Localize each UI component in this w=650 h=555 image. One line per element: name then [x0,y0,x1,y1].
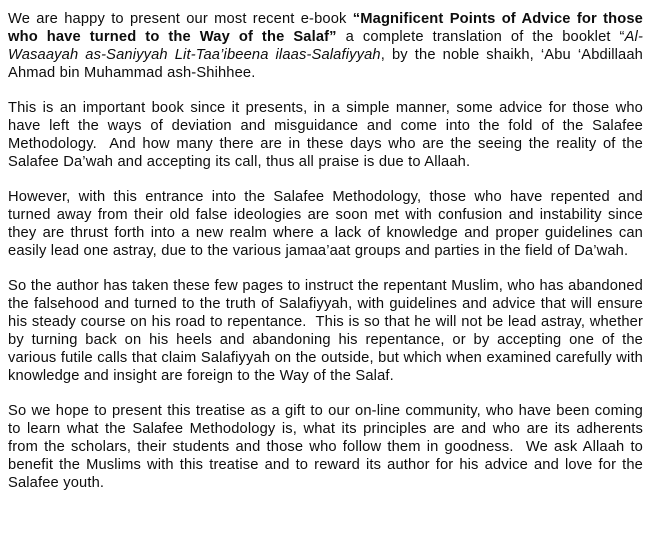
ebook-title-bold: “Magnificent Points of Advice for those who have turned to the Way of the Salaf” [8,11,648,45]
text-run: , by the noble shaikh, ‘Abu ‘Abdillaah Ahmad bin Muhammad ash-Shihhee. [8,47,647,81]
text-run: This is an important book since it presents, in a simple manner, some advice for those who have left the ways of deviation and misguidance and come into the fold of the Salafee Methodology. And how many there are in these days who are the seeing the reality of the Salafee Da’wah and accepting its call, thus all praise is due to Allaah. [8,100,648,170]
paragraph-importance-of-book [8,99,648,171]
paragraph-closing-hope-and-dua [8,402,648,492]
paragraph-author-purpose [8,277,648,385]
booklet-title-italic: Al-Wasaayah as-Saniyyah Lit-Taa’ibeena ilaas-Salafiyyah [8,29,643,63]
text-run: So we hope to present this treatise as a gift to our on-line community, who have been coming to learn what the Salafee Methodology is, what its principles are and who are its adherents from the scholars, their students and those who follow them in goodness. We ask Allaah to benefit the Muslims with this treatise and to reward its author for his advice and love for the Salafee youth. [8,403,648,491]
paragraph-intro-ebook-announcement [8,10,648,82]
text-run: However, with this entrance into the Salafee Methodology, those who have repented and turned away from their old false ideologies are soon met with confusion and instability since they are thrust forth into a new realm where a lack of knowledge and proper guidelines can easily lead one astray, due to the various jamaa’aat groups and parties in the field of Da’wah. [8,189,648,259]
document-text-body [8,10,648,492]
text-run: So the author has taken these few pages to instruct the repentant Muslim, who has abandoned the falsehood and turned to the truth of Salafiyyah, with guidelines and advice that will ensure his steady course on his road to repentance. This is so that he will not be lead astray, whether by turning back on his heels and abandoning his repentance, or by accepting one of the various futile calls that claim Salafiyyah on the outside, but which when examined carefully with knowledge and insight are foreign to the Way of the Salaf. [8,278,648,384]
text-run: We are happy to present our most recent e-book [8,11,353,27]
text-run: a complete translation of the booklet “ [336,29,625,45]
paragraph-confusion-after-entrance [8,188,648,260]
